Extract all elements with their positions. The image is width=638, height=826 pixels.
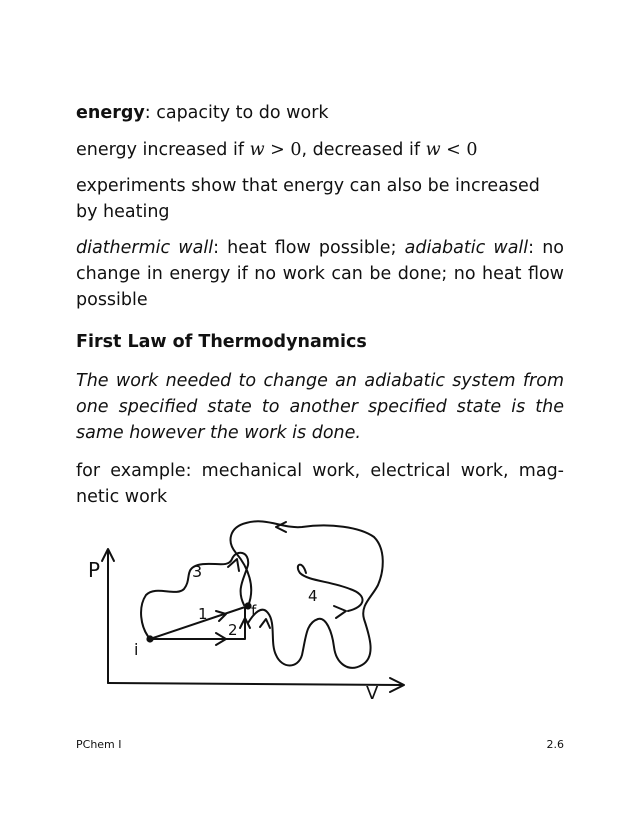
path-3-arrowhead <box>228 559 239 571</box>
path-3-label: 3 <box>192 562 203 581</box>
energy-definition-text: : capacity to do work <box>144 103 329 123</box>
sign-text-1: energy increased if <box>76 140 250 160</box>
path-1-label: 1 <box>198 605 208 623</box>
footer-page-number: 2.6 <box>546 738 564 751</box>
v-axis-label: V <box>366 683 379 704</box>
energy-definition <box>76 100 564 126</box>
energy-sign-statement <box>76 137 564 163</box>
path-4-label: 4 <box>308 587 318 605</box>
final-state-point <box>245 603 250 608</box>
work-variable-1: w <box>249 140 265 160</box>
first-law-statement: The work needed to change an adiabatic system from one specified state to another specified state is the same however the work is done. <box>76 371 564 443</box>
term-adiabatic-wall: adiabatic wall <box>404 238 529 258</box>
diathermic-text: : heat flow possible; <box>213 238 405 258</box>
final-state-label: f <box>251 602 257 620</box>
sign-text-2: , decreased if <box>301 140 426 160</box>
adiabatic-text: : no change in energy if no work can be done; no heat flow possible <box>76 238 564 310</box>
path-2-label: 2 <box>228 621 238 639</box>
inequality-2: < 0 <box>440 140 478 160</box>
heating-statement: experiments show that energy can also be increased by heating <box>76 176 540 222</box>
initial-state-point <box>147 636 152 641</box>
section-heading: First Law of Thermodynamics <box>76 332 367 352</box>
term-energy: energy <box>76 103 145 123</box>
term-diathermic-wall: diathermic wall <box>76 238 214 258</box>
wall-definitions <box>76 235 564 313</box>
p-axis-label: P <box>88 558 101 582</box>
work-variable-2: w <box>425 140 441 160</box>
big-loop-bottom-arrowhead <box>260 619 270 628</box>
inequality-1: > 0 <box>264 140 302 160</box>
footer-course: PChem I <box>76 738 122 751</box>
pv-diagram <box>80 515 420 705</box>
initial-state-label: i <box>134 640 139 659</box>
path-4-arrowhead <box>334 606 346 618</box>
work-examples: for example: mechanical work, electrical work, mag-netic work <box>76 461 564 507</box>
v-axis <box>108 683 402 685</box>
